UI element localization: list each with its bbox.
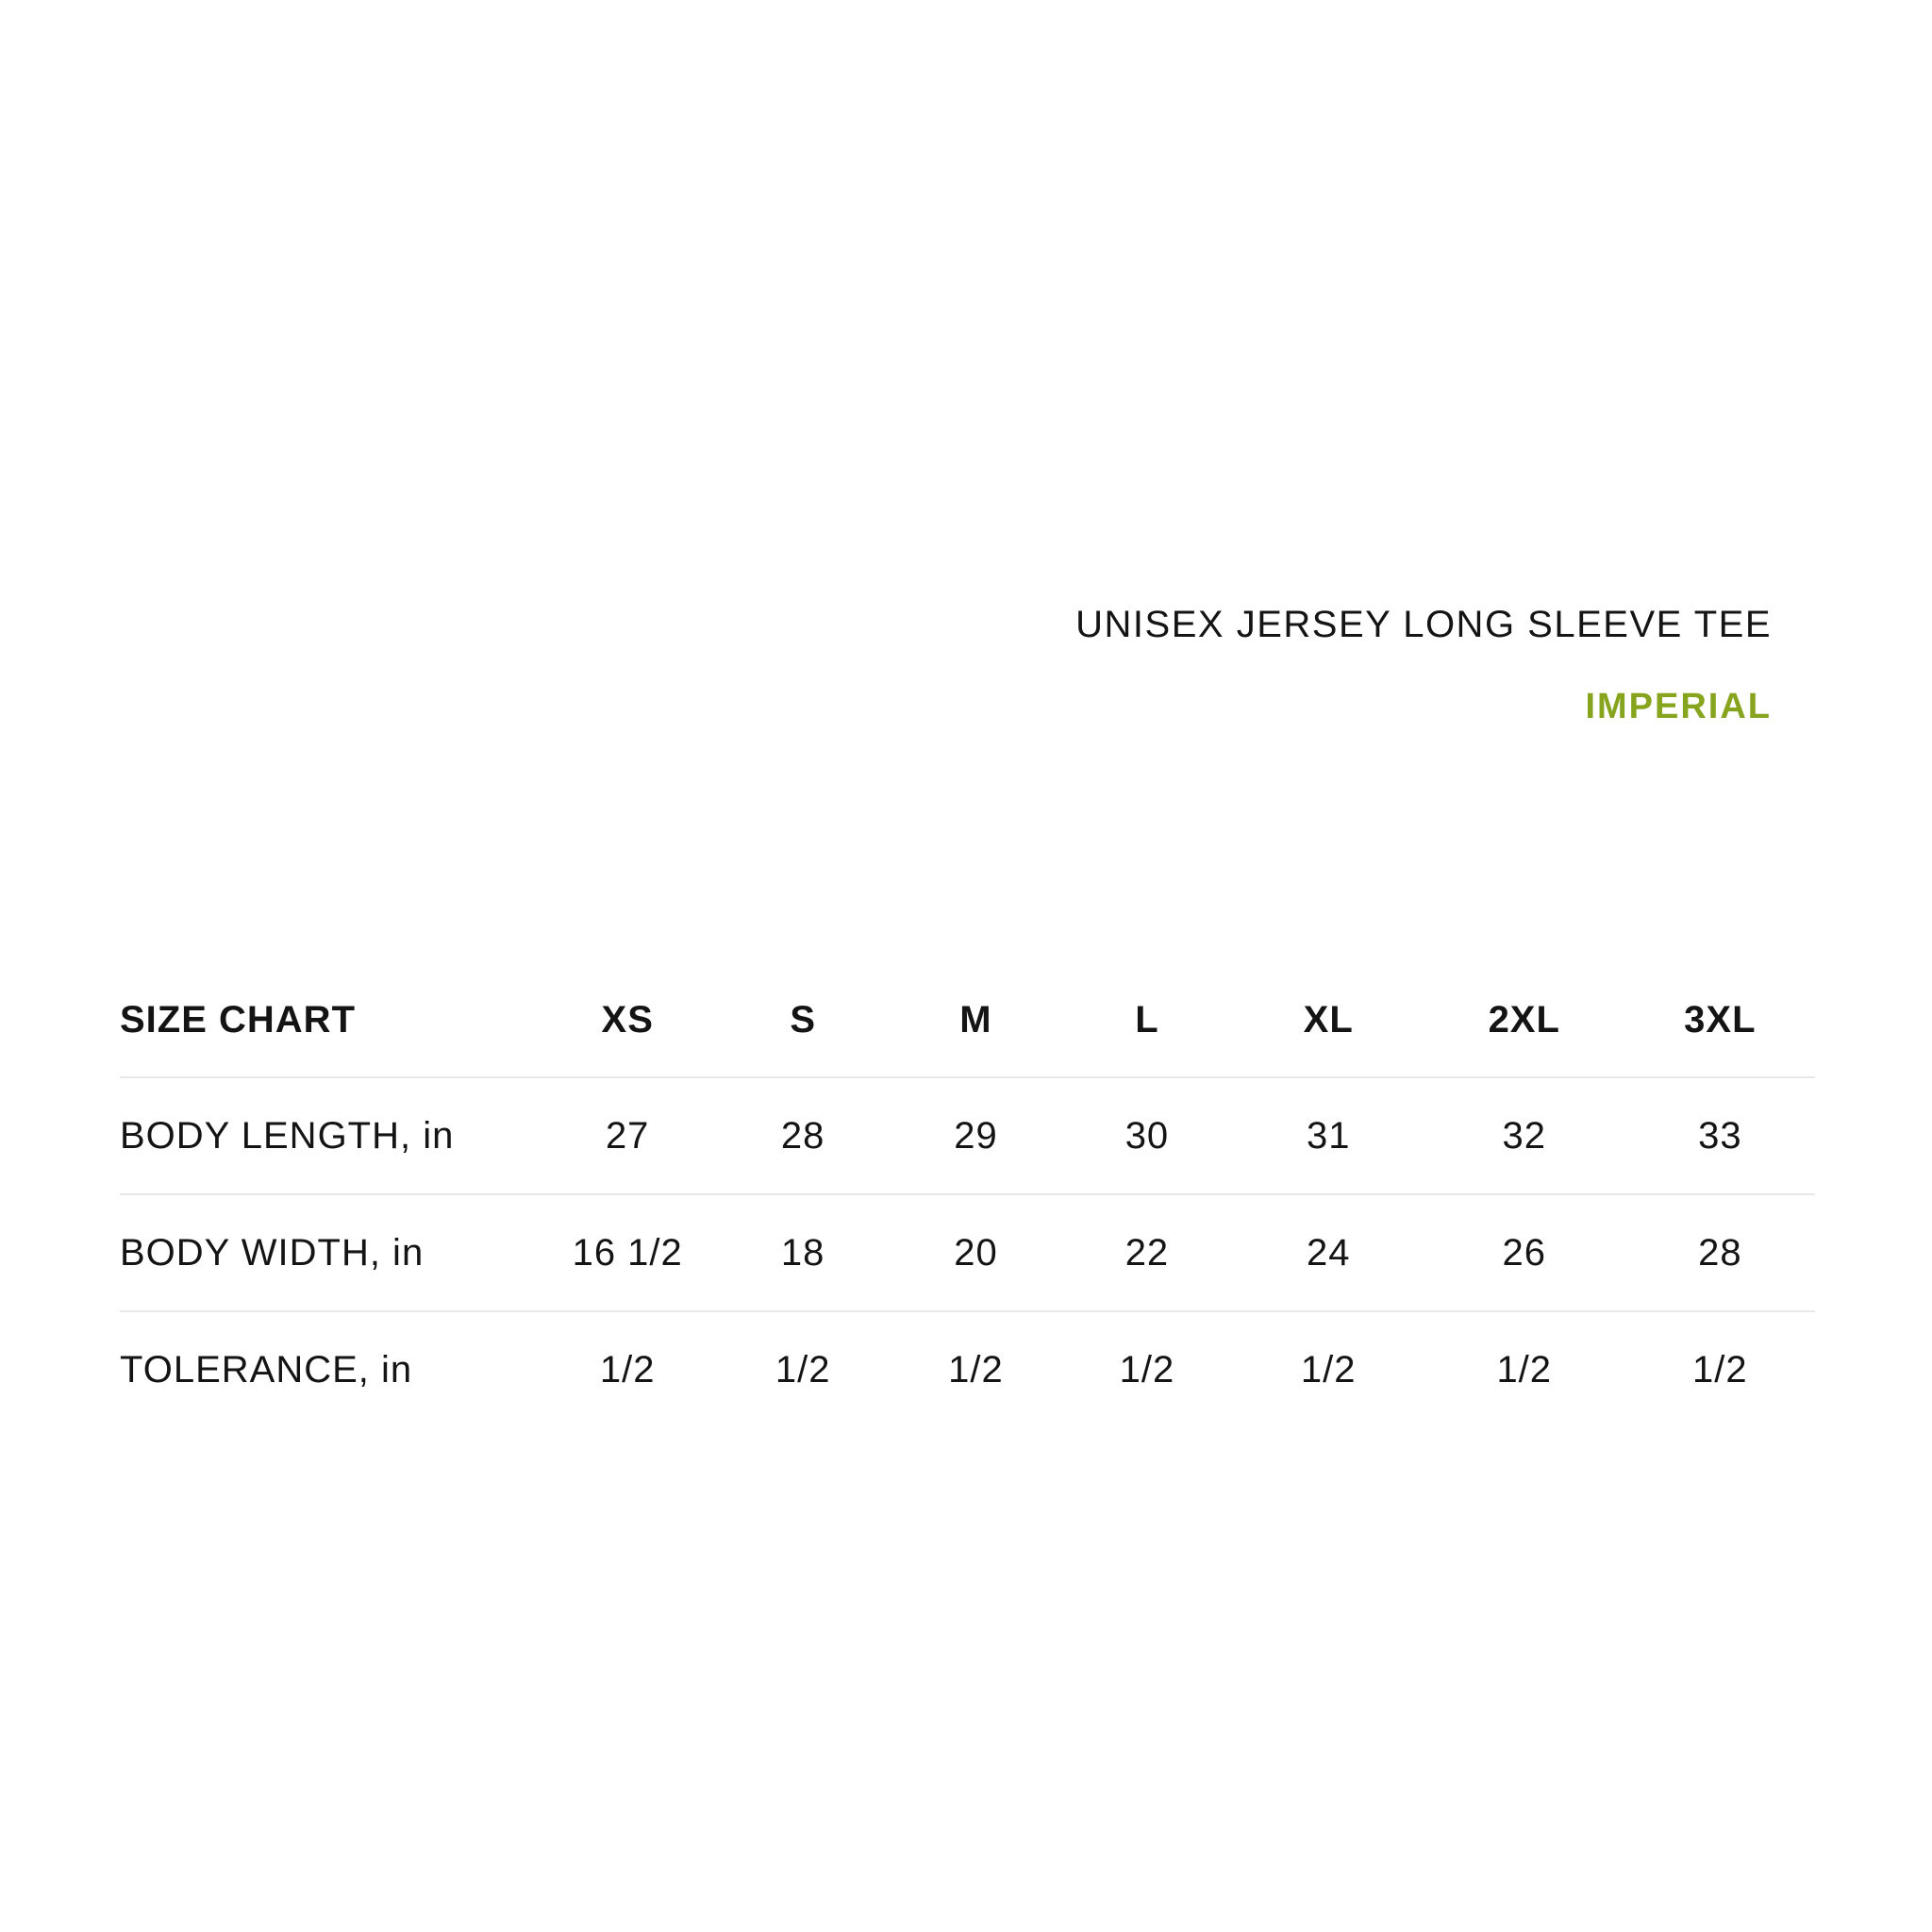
cell-body-length-s: 28 — [780, 1114, 825, 1157]
cell-body-width-s: 18 — [780, 1231, 825, 1274]
column-header-l: L — [1135, 998, 1159, 1041]
table-title: SIZE CHART — [120, 998, 356, 1041]
title-block — [1075, 602, 1772, 728]
cell-body-width-m: 20 — [954, 1231, 998, 1274]
cell-tolerance-xl: 1/2 — [1300, 1348, 1357, 1391]
column-header-s: S — [790, 998, 817, 1041]
cell-tolerance-l: 1/2 — [1119, 1348, 1175, 1391]
row-label-tolerance: TOLERANCE, in — [120, 1348, 413, 1391]
cell-body-length-l: 30 — [1124, 1114, 1170, 1157]
cell-tolerance-xs: 1/2 — [599, 1348, 656, 1391]
cell-body-length-3xl: 33 — [1698, 1114, 1742, 1157]
cell-tolerance-m: 1/2 — [948, 1348, 1004, 1391]
column-header-xs: XS — [601, 998, 654, 1041]
cell-tolerance-s: 1/2 — [774, 1348, 831, 1391]
table-row-body-width — [120, 1194, 1815, 1311]
column-header-2xl: 2XL — [1488, 998, 1560, 1041]
cell-body-length-xl: 31 — [1306, 1114, 1351, 1157]
column-header-m: M — [959, 998, 992, 1041]
cell-body-width-xs: 16 1/2 — [572, 1231, 683, 1274]
cell-body-width-l: 22 — [1124, 1231, 1170, 1274]
cell-body-width-xl: 24 — [1306, 1231, 1351, 1274]
column-header-xl: XL — [1303, 998, 1354, 1041]
column-header-3xl: 3XL — [1684, 998, 1757, 1041]
product-title: UNISEX JERSEY LONG SLEEVE TEE — [1075, 604, 1772, 645]
cell-body-length-m: 29 — [954, 1114, 998, 1157]
cell-tolerance-2xl: 1/2 — [1496, 1348, 1553, 1391]
cell-body-width-2xl: 26 — [1502, 1231, 1546, 1274]
row-label-body-length: BODY LENGTH, in — [120, 1114, 455, 1157]
unit-system-label: IMPERIAL — [1585, 687, 1772, 726]
cell-body-length-2xl: 32 — [1502, 1114, 1546, 1157]
cell-body-length-xs: 27 — [605, 1114, 650, 1157]
size-chart-table — [120, 963, 1815, 1427]
cell-tolerance-3xl: 1/2 — [1692, 1348, 1748, 1391]
cell-body-width-3xl: 28 — [1698, 1231, 1742, 1274]
table-row-tolerance — [120, 1311, 1815, 1427]
table-header-row — [120, 963, 1815, 1077]
row-label-body-width: BODY WIDTH, in — [120, 1231, 425, 1274]
table-row-body-length — [120, 1077, 1815, 1194]
